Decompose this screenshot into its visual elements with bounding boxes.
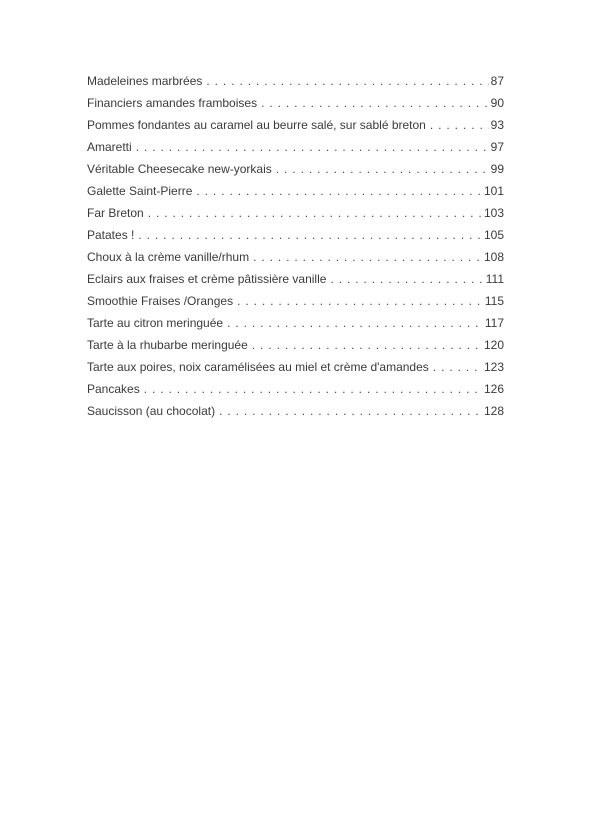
toc-entry-title: Saucisson (au chocolat)	[87, 404, 216, 418]
toc-entry-page-number: 117	[484, 316, 504, 330]
dot-leader	[237, 290, 483, 312]
toc-entry-title: Tarte au citron meringuée	[87, 316, 224, 330]
toc-entry-page-number: 126	[483, 382, 504, 396]
dot-leader	[276, 158, 489, 180]
toc-entry-choux[interactable]	[87, 246, 504, 268]
toc-entry-page-number: 99	[490, 162, 504, 176]
dot-leader	[430, 114, 489, 136]
toc-entry-pancakes[interactable]	[87, 378, 504, 400]
toc-entry-title: Pancakes	[87, 382, 140, 396]
dot-leader	[330, 268, 483, 290]
dot-leader	[252, 334, 482, 356]
toc-entry-title: Pommes fondantes au caramel au beurre salé, sur sablé breton	[87, 118, 426, 132]
toc-entry-title: Tarte aux poires, noix caramélisées au miel et crème d'amandes	[87, 360, 429, 374]
toc-entry-page-number: 101	[483, 184, 504, 198]
dot-leader	[144, 378, 482, 400]
toc-entry-page-number: 108	[483, 250, 504, 264]
toc-entry-eclairs[interactable]	[87, 268, 504, 290]
toc-entry-page-number: 115	[484, 294, 504, 308]
toc-entry-tarte-poires[interactable]	[87, 356, 504, 378]
toc-entry-page-number: 120	[483, 338, 504, 352]
toc-entry-title: Galette Saint-Pierre	[87, 184, 193, 198]
toc-entry-page-number: 105	[483, 228, 504, 242]
toc-entry-tarte-citron[interactable]	[87, 312, 504, 334]
toc-entry-page-number: 123	[483, 360, 504, 374]
toc-entry-far-breton[interactable]	[87, 202, 504, 224]
toc-entry-page-number: 93	[490, 118, 504, 132]
dot-leader	[136, 136, 489, 158]
toc-entry-title: Amaretti	[87, 140, 132, 154]
toc-entry-madeleines-marbrees[interactable]	[87, 70, 504, 92]
toc-entry-title: Tarte à la rhubarbe meringuée	[87, 338, 248, 352]
dot-leader	[219, 400, 482, 422]
toc-entry-tarte-rhubarbe[interactable]	[87, 334, 504, 356]
dot-leader	[227, 312, 483, 334]
dot-leader	[206, 70, 488, 92]
toc-entry-title: Far Breton	[87, 206, 144, 220]
toc-entry-saucisson[interactable]	[87, 400, 504, 422]
toc-entry-title: Eclairs aux fraises et crème pâtissière vanille	[87, 272, 327, 286]
toc-entry-patates[interactable]	[87, 224, 504, 246]
toc-entry-title: Madeleines marbrées	[87, 74, 203, 88]
toc-entry-page-number: 87	[490, 74, 504, 88]
toc-entry-amaretti[interactable]	[87, 136, 504, 158]
toc-entry-title: Smoothie Fraises /Oranges	[87, 294, 234, 308]
toc-entry-title: Financiers amandes framboises	[87, 96, 258, 110]
toc-entry-page-number: 128	[483, 404, 504, 418]
dot-leader	[253, 246, 482, 268]
toc-entry-financiers[interactable]	[87, 92, 504, 114]
dot-leader	[196, 180, 482, 202]
toc-entry-page-number: 97	[490, 140, 504, 154]
toc-entry-page-number: 103	[483, 206, 504, 220]
dot-leader	[138, 224, 482, 246]
toc-entry-pommes-fondantes[interactable]	[87, 114, 504, 136]
toc-entry-cheesecake[interactable]	[87, 158, 504, 180]
dot-leader	[148, 202, 482, 224]
toc-entry-page-number: 90	[490, 96, 504, 110]
dot-leader	[433, 356, 482, 378]
toc-entry-galette-saint-pierre[interactable]	[87, 180, 504, 202]
toc-entry-smoothie[interactable]	[87, 290, 504, 312]
toc-entry-title: Choux à la crème vanille/rhum	[87, 250, 250, 264]
toc-entry-title: Véritable Cheesecake new-yorkais	[87, 162, 272, 176]
toc-entry-title: Patates !	[87, 228, 135, 242]
dot-leader	[261, 92, 489, 114]
table-of-contents	[87, 70, 504, 422]
toc-entry-page-number: 111	[485, 272, 504, 286]
